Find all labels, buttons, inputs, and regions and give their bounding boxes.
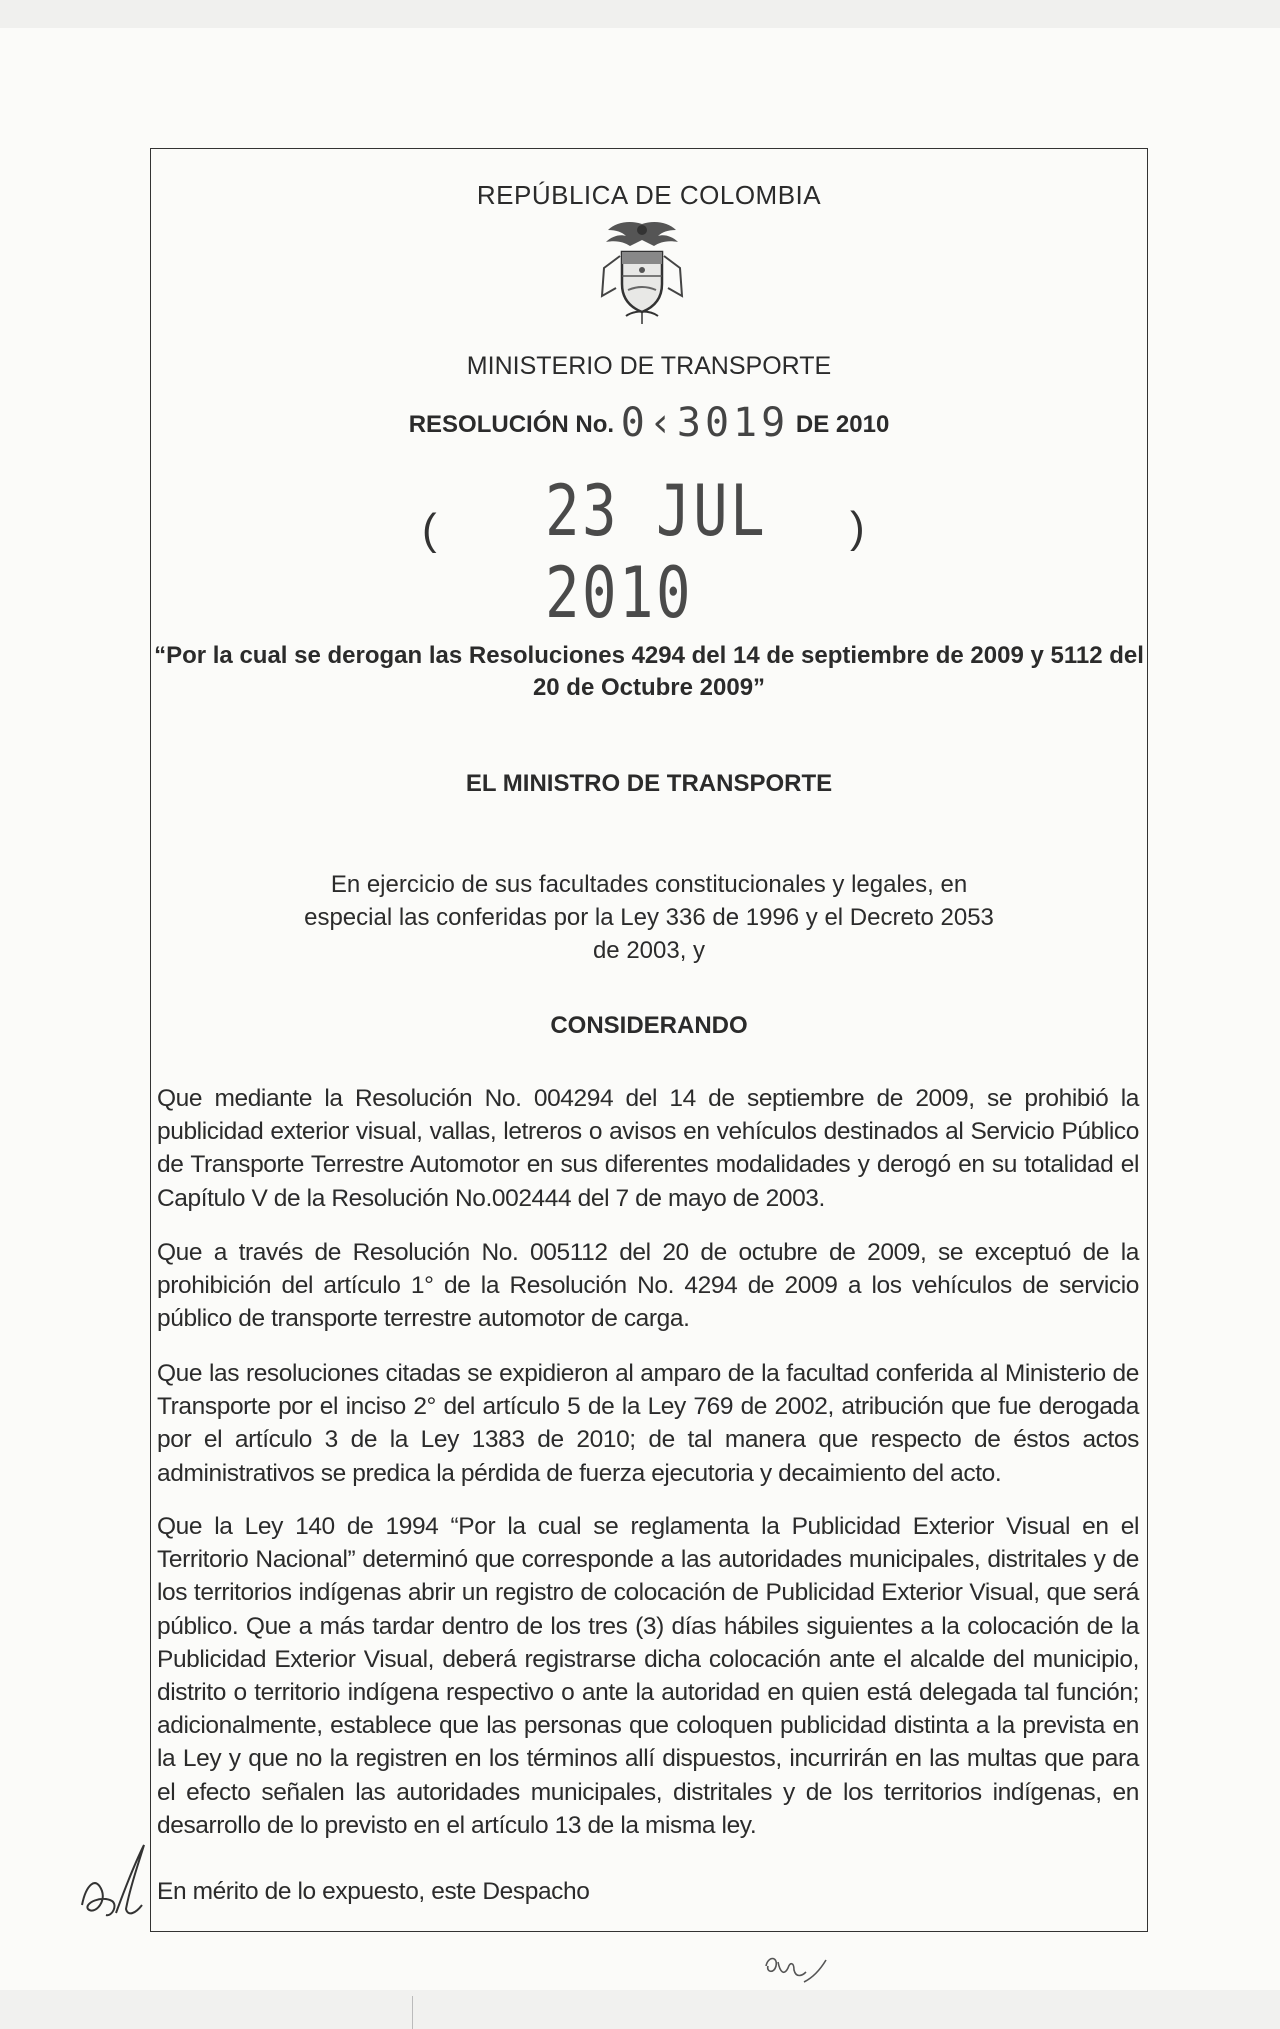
resolution-label: RESOLUCIÓN No. [408, 411, 615, 438]
handwritten-initials-icon [72, 1835, 158, 1925]
resolution-title: “Por la cual se derogan las Resoluciones 4294 del 14 de septiembre de 2009 y 5112 del 20 de Octubre 2009” [154, 642, 1144, 701]
resolution-year-label: DE 2010 [795, 411, 890, 438]
country-heading: REPÚBLICA DE COLOMBIA [476, 180, 822, 210]
resolution-date-stamp: 23 JUL 2010 [545, 470, 768, 634]
powers-statement-text: En ejercicio de sus facultades constitucionales y legales, en especial las conferidas por la Ley 336 de 1996 y el Decreto 2053 de 2003, y [304, 871, 994, 964]
date-paren-close: ) [850, 503, 865, 552]
minister-heading: EL MINISTRO DE TRANSPORTE [465, 770, 833, 797]
paragraph: Que la Ley 140 de 1994 “Por la cual se reglamenta la Publicidad Exterior Visual en el Territorio Nacional” determinó que corresponde a las autoridades municipales, distritales y de los territorios indígenas abrir un registro de colocación de Publicidad Exterior Visual, que será público. Que a más tardar dentro de los tres (3) días hábiles siguientes a la colocación de la Publicidad Exterior Visual, deberá registrarse dicha colocación ante el alcalde del municipio, distrito o territorio indígena respectivo o ante la autoridad en quien está delegada tal función; adicionalmente, establece que las personas que coloquen publicidad distinta a la prevista en la Ley y que no la registren en los términos allí dispuestos, incurrirán en las multas que para el efecto señalen las autoridades municipales, distritales y de los territorios indígenas, en desarrollo de lo previsto en el artículo 13 de la misma ley. [157, 1513, 1139, 1839]
ministry-heading: MINISTERIO DE TRANSPORTE [466, 352, 832, 380]
powers-statement [150, 868, 1148, 967]
paragraph: Que mediante la Resolución No. 004294 del 14 de septiembre de 2009, se prohibió la publicidad exterior visual, vallas, letreros o avisos en vehículos destinados al Servicio Público de Transporte Terrestre Automotor en sus diferentes modalidades y derogó en su totalidad el Capítulo V de la Resolución No.002444 del 7 de mayo de 2003. [157, 1085, 1139, 1212]
paragraph: Que las resoluciones citadas se expidieron al amparo de la facultad conferida al Ministerio de Transporte por el inciso 2° del artículo 5 de la Ley 769 de 2002, atribución que fue derogada por el artículo 3 de la Ley 1383 de 2010; de tal manera que respecto de éstos actos administrativos se predica la pérdida de fuerza ejecutoria y decaimiento del acto. [157, 1360, 1139, 1487]
considerando-heading: CONSIDERANDO [550, 1012, 748, 1039]
resolution-number-line [150, 400, 1148, 446]
date-paren-open: ( [422, 505, 437, 554]
scan-edge-top [0, 0, 1280, 28]
resolution-number-stamp: 0‹3019 [620, 400, 790, 446]
paragraph: En mérito de lo expuesto, este Despacho [157, 1878, 590, 1905]
handwritten-initials-icon [760, 1948, 830, 1988]
colombia-coat-of-arms-icon [586, 218, 698, 328]
scan-mark [412, 1996, 413, 2029]
paragraph: Que a través de Resolución No. 005112 del 20 de octubre de 2009, se exceptuó de la prohibición del artículo 1° de la Resolución No. 4294 de 2009 a los vehículos de servicio público de transporte terrestre automotor de carga. [157, 1239, 1139, 1333]
scan-edge-bottom [0, 1990, 1280, 2029]
